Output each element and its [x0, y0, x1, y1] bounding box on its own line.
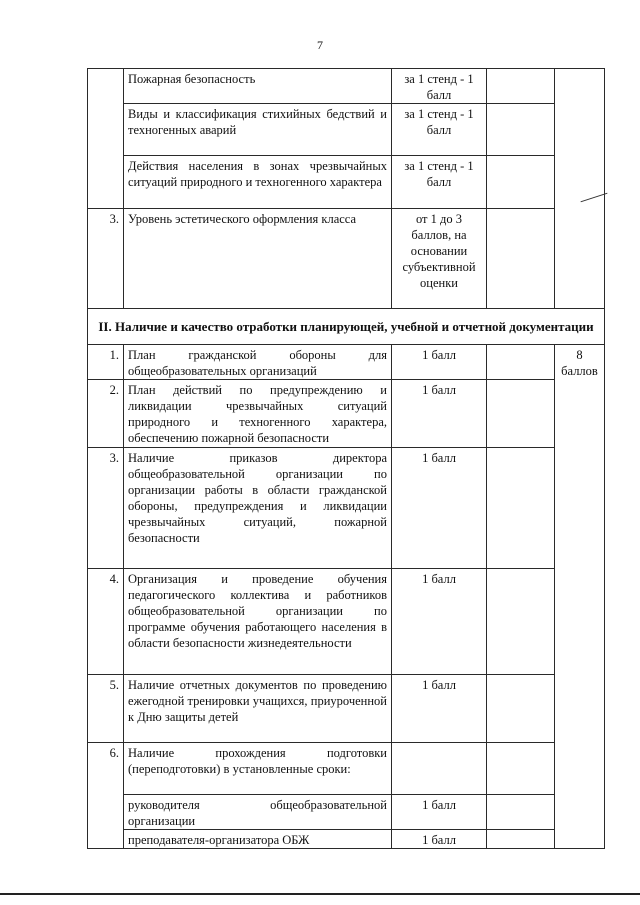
row-number: 3.	[88, 448, 124, 569]
points-cell	[555, 830, 605, 849]
criterion-cell: Наличие приказов директора общеобразовательной организации по организации работы в области гражданской обороны, предупреждения и ликвидации чрезвычайных ситуаций, пожарной безопасности	[124, 448, 392, 569]
rating-cell	[487, 795, 555, 830]
table-row	[88, 448, 605, 569]
row-number	[88, 104, 124, 156]
rating-cell	[487, 569, 555, 675]
table-row	[88, 380, 605, 448]
points-cell	[555, 675, 605, 743]
footer-rule	[0, 893, 640, 895]
criterion-cell: Виды и классификация стихийных бедствий и техногенных аварий	[124, 104, 392, 156]
rating-cell	[487, 448, 555, 569]
score-cell: от 1 до 3 баллов, на основании субъективной оценки	[392, 209, 487, 309]
table-row	[88, 69, 605, 104]
rating-cell	[487, 345, 555, 380]
evaluation-table	[87, 68, 605, 849]
criterion-cell: преподавателя-организатора ОБЖ	[124, 830, 392, 849]
criterion-cell: Пожарная безопасность	[124, 69, 392, 104]
criterion-cell: План гражданской обороны для общеобразовательных организаций	[124, 345, 392, 380]
rating-cell	[487, 209, 555, 309]
row-number	[88, 795, 124, 830]
section-heading: II. Наличие и качество отработки планирующей, учебной и отчетной документации	[88, 309, 605, 345]
rating-cell	[487, 156, 555, 209]
row-number: 4.	[88, 569, 124, 675]
row-number: 2.	[88, 380, 124, 448]
rating-cell	[487, 104, 555, 156]
points-cell	[555, 743, 605, 795]
score-cell: 1 балл	[392, 345, 487, 380]
points-cell	[555, 69, 605, 104]
table-row	[88, 156, 605, 209]
row-number	[88, 69, 124, 104]
row-number	[88, 830, 124, 849]
row-number: 1.	[88, 345, 124, 380]
rating-cell	[487, 830, 555, 849]
points-cell	[555, 569, 605, 675]
score-cell: 1 балл	[392, 380, 487, 448]
points-cell	[555, 448, 605, 569]
score-cell: 1 балл	[392, 675, 487, 743]
rating-cell	[487, 380, 555, 448]
table-row	[88, 795, 605, 830]
points-cell	[555, 380, 605, 448]
points-cell	[555, 209, 605, 309]
score-cell	[392, 743, 487, 795]
criterion-cell: План действий по предупреждению и ликвидации чрезвычайных ситуаций природного и техногенного характера, обеспечению пожарной безопасности	[124, 380, 392, 448]
criterion-cell: Организация и проведение обучения педагогического коллектива и работников общеобразовательной организации по программе обучения работающего населения в области безопасности жизнедеятельности	[124, 569, 392, 675]
points-cell	[555, 795, 605, 830]
score-cell: 1 балл	[392, 569, 487, 675]
criterion-cell: Наличие отчетных документов по проведению ежегодной тренировки учащихся, приуроченной к Дню защиты детей	[124, 675, 392, 743]
score-cell: 1 балл	[392, 795, 487, 830]
table-row	[88, 743, 605, 795]
rating-cell	[487, 675, 555, 743]
score-cell: 1 балл	[392, 830, 487, 849]
score-cell: за 1 стенд - 1 балл	[392, 69, 487, 104]
score-cell: 1 балл	[392, 448, 487, 569]
table-row	[88, 104, 605, 156]
row-number: 6.	[88, 743, 124, 795]
points-cell	[555, 104, 605, 156]
table-row	[88, 345, 605, 380]
table-row	[88, 209, 605, 309]
score-cell: за 1 стенд - 1 балл	[392, 104, 487, 156]
criterion-cell: Действия населения в зонах чрезвычайных ситуаций природного и техногенного характера	[124, 156, 392, 209]
criterion-cell: руководителя общеобразовательной организации	[124, 795, 392, 830]
criterion-cell: Наличие прохождения подготовки (переподготовки) в установленные сроки:	[124, 743, 392, 795]
page-number: 7	[317, 38, 323, 52]
score-cell: за 1 стенд - 1 балл	[392, 156, 487, 209]
section-heading-row	[88, 309, 605, 345]
rating-cell	[487, 69, 555, 104]
table-row	[88, 569, 605, 675]
row-number	[88, 156, 124, 209]
table-row	[88, 675, 605, 743]
row-number: 3.	[88, 209, 124, 309]
table-row	[88, 830, 605, 849]
rating-cell	[487, 743, 555, 795]
max-points-cell: 8 баллов	[555, 345, 605, 380]
criterion-cell: Уровень эстетического оформления класса	[124, 209, 392, 309]
row-number: 5.	[88, 675, 124, 743]
